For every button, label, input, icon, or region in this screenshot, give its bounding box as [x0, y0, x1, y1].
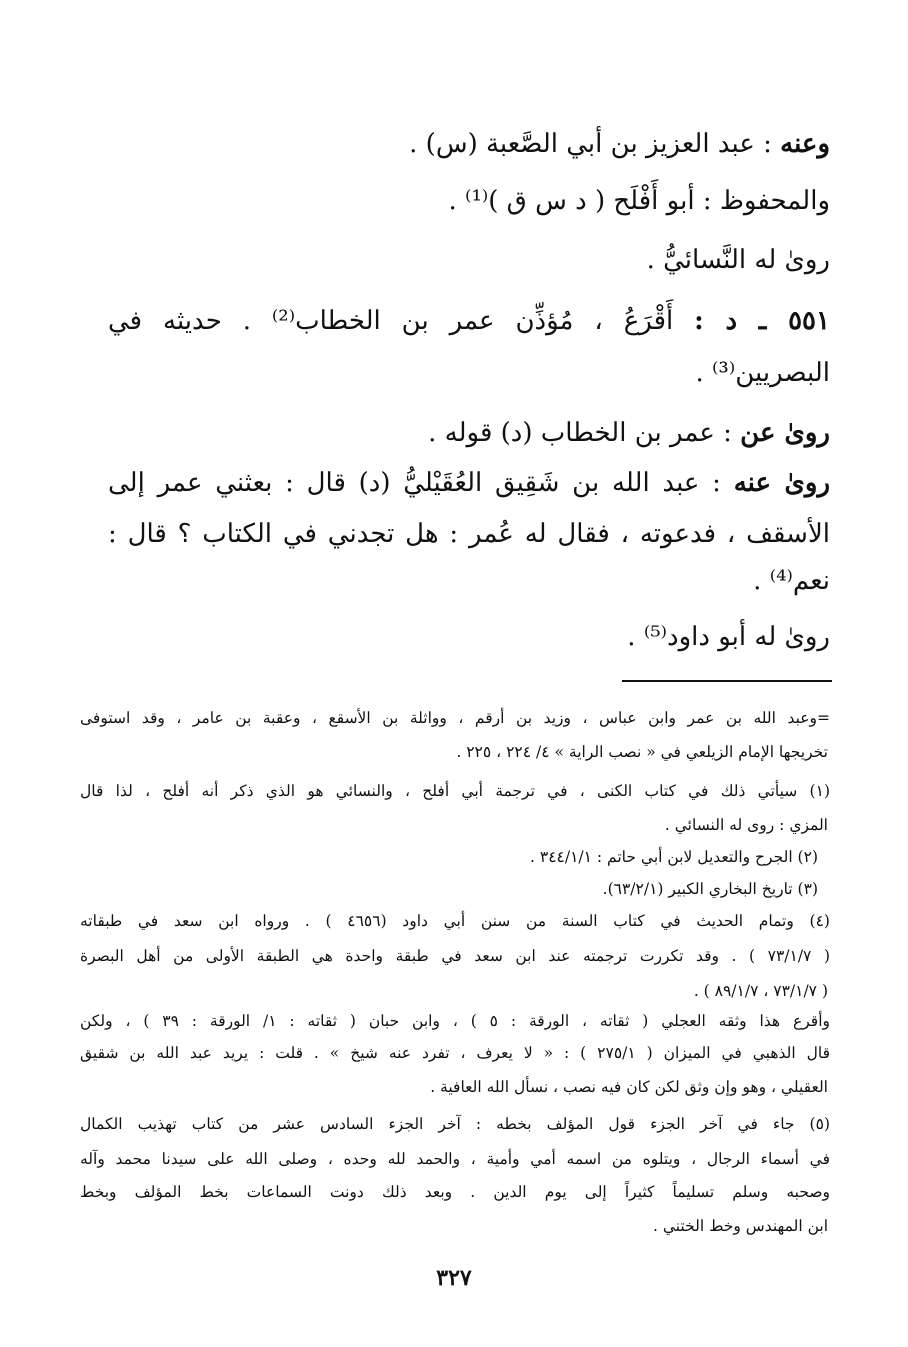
footnote-line-7: (٤) وتمام الحديث في كتاب السنة من سنن أبي داود (٤٦٥٦ ) . ورواه ابن سعد في طبقاته — [80, 912, 830, 930]
entry-551-heading — [108, 308, 830, 334]
footnote-line-9: ( ٧٣/١/٧ ، ٨٩/١/٧ ) . — [693, 982, 828, 1000]
footnote-line-8: ( ٧٣/١/٧ ) . وقد تكررت ترجمته عند ابن سعد في طبقة واحدة هي الطبقة الأولى من أهل البصرة — [80, 947, 830, 965]
footnote-line-10: وأقرع هذا وثقه العجلي ( ثقاته ، الورقة : ٥ ) ، وابن حبان ( ثقاته : ١/ الورقة : ٣٩ ) ، ولكن — [80, 1012, 830, 1030]
footnote-line-13: (٥) جاء في آخر الجزء قول المؤلف بخطه : آخر الجزء السادس عشر من كتاب تهذيب الكمال — [80, 1115, 830, 1133]
footnote-line-12: العقيلي ، وهو وإن وثق لكن كان فيه نصب ، نسأل الله العافية . — [430, 1078, 828, 1096]
main-line-2: والمحفوظ : أبو أَفْلَح ( د س ق )⁽¹⁾ . — [448, 186, 830, 216]
main-line-3: روىٰ له النَّسائيُّ . — [646, 245, 830, 275]
entry-551-text: أَقْرَعُ ، مُؤذِّن عمر بن الخطاب⁽²⁾ . حديثه في — [108, 306, 695, 336]
footnote-line-5: (٢) الجرح والتعديل لابن أبي حاتم : ٣٤٤/١/١ . — [530, 848, 818, 866]
main-line-1-text: : عبد العزيز بن أبي الصَّعبة (س) . — [409, 129, 781, 159]
footnote-line-4: المزي : روى له النسائي . — [664, 816, 828, 834]
footnote-line-3: (١) سيأتي ذلك في كتاب الكنى ، في ترجمة أبي أفلح ، والنسائي هو الذي ذكر أنه أفلح ، لذا قال — [80, 782, 830, 800]
footnote-separator — [622, 680, 832, 682]
footnote-line-2: تخريجها الإمام الزيلعي في « نصب الراية » ٤/ ٢٢٤ ، ٢٢٥ . — [456, 743, 828, 761]
main-line-9: نعم⁽⁴⁾ . — [753, 566, 830, 596]
footnote-line-6: (٣) تاريخ البخاري الكبير (٦٣/٢/١). — [602, 880, 818, 898]
main-line-6 — [428, 420, 830, 446]
page-number: ٣٢٧ — [436, 1265, 472, 1291]
main-line-5: البصريين⁽³⁾ . — [695, 358, 830, 388]
footnote-line-14: في أسماء الرجال ، ويتلوه من اسمه أمي وأمية ، والحمد لله وحده ، وصلى الله على سيدنا محمد وآله — [80, 1150, 830, 1168]
main-line-6-text: : عمر بن الخطاب (د) قوله . — [428, 418, 741, 448]
entry-number: ٥٥١ ـ د : — [694, 306, 830, 336]
label-rawa-anhu: روىٰ عنه — [733, 468, 831, 498]
main-line-10: روىٰ له أبو داود⁽⁵⁾ . — [627, 622, 830, 652]
footnote-line-11: قال الذهبي في الميزان ( ٢٧٥/١ ) : « لا يعرف ، تفرد عنه شيخ » . قلت : يريد عبد الله بن شقيق — [80, 1044, 830, 1062]
label-rawa-an: روىٰ عن — [740, 418, 830, 448]
footnote-line-16: ابن المهندس وخط الختني . — [652, 1217, 828, 1235]
main-line-7 — [108, 470, 830, 496]
footnote-line-1: =وعبد الله بن عمر وابن عباس ، وزيد بن أرقم ، وواثلة بن الأسقع ، وعقبة بن عامر ، وقد استوفى — [80, 709, 830, 727]
label-wa-anhu: وعنه — [780, 129, 830, 159]
main-line-1 — [409, 131, 830, 157]
main-line-7-text: : عبد الله بن شَقِيق العُقَيْليُّ (د) قال : بعثني عمر إلى — [108, 468, 734, 498]
main-line-8: الأسقف ، فدعوته ، فقال له عُمر : هل تجدني في الكتاب ؟ قال : — [108, 519, 830, 549]
footnote-line-15: وصحبه وسلم تسليماً كثيراً إلى يوم الدين . وبعد ذلك دونت السماعات بخط المؤلف وبخط — [80, 1183, 830, 1201]
